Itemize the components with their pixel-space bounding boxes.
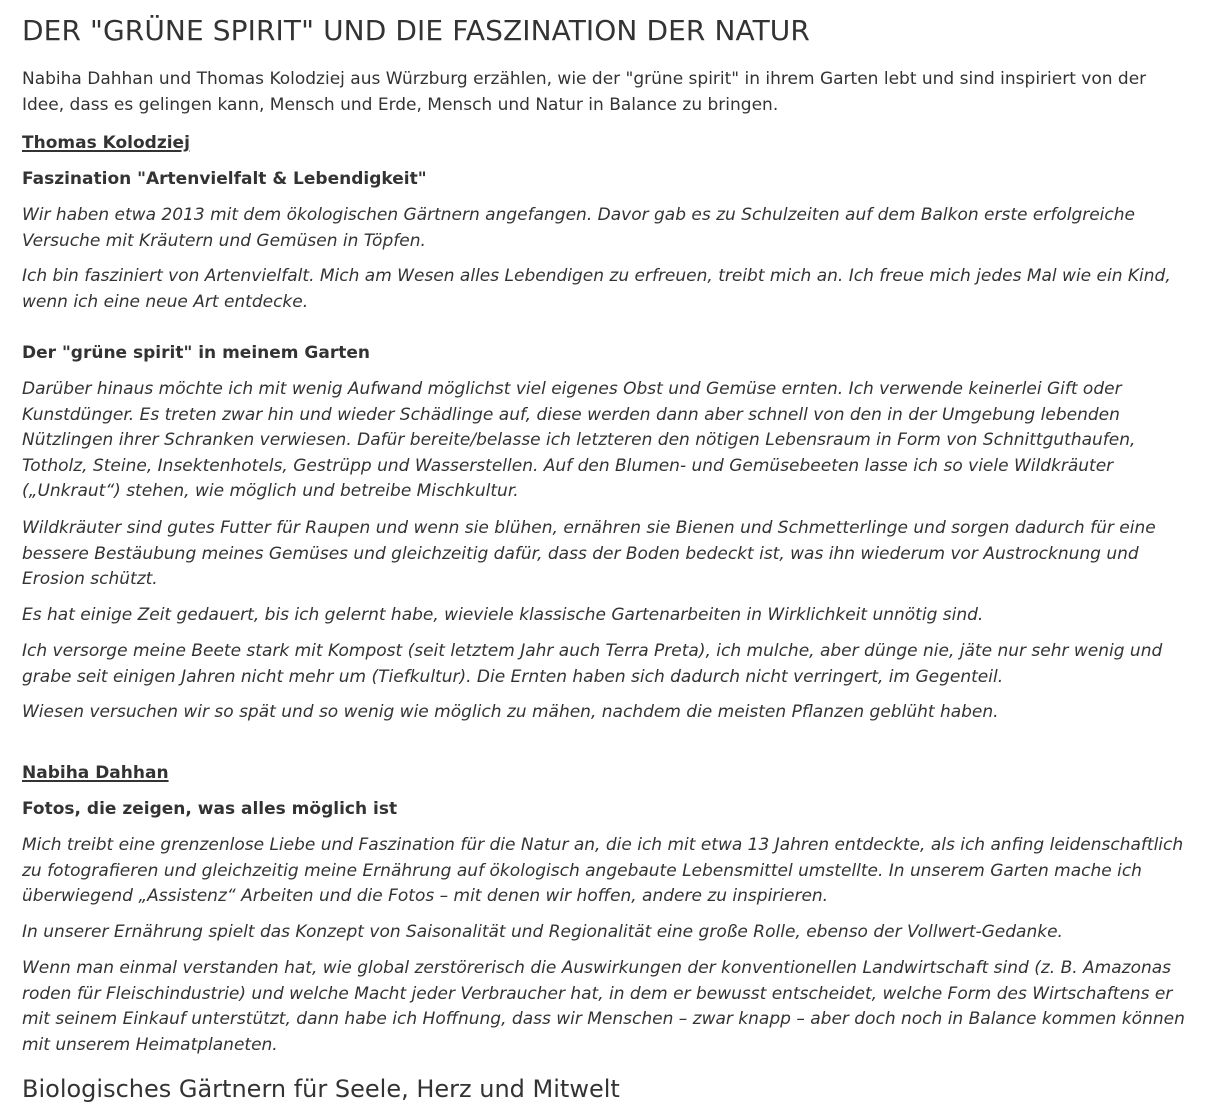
article-title: DER "GRÜNE SPIRIT" UND DIE FASZINATION DER NATUR [22,14,810,47]
thomas-paragraph-1: Wir haben etwa 2013 mit dem ökologischen Gärtnern angefangen. Davor gab es zu Schulzeiten auf dem Balkon erste erfolgreiche Versuche mit Kräutern und Gemüsen in Töpfen. [22,205,1135,251]
thomas-paragraph-4: Wildkräuter sind gutes Futter für Raupen und wenn sie blühen, ernähren sie Bienen und Schmetterlinge und sorgen dadurch für eine bessere Bestäubung meines Gemüses und gleichzeitig dafür, dass der Boden bedeckt ist, was ihn wiederum vor Austrocknung und Erosion schützt. [22,518,1156,589]
thomas-paragraph-3: Darüber hinaus möchte ich mit wenig Aufwand möglichst viel eigenes Obst und Gemüse ernten. Ich verwende keinerlei Gift oder Kunstdünger. Es treten zwar hin und wieder Schädlinge auf, diese werden dann aber schnell von den in der Umgebung lebenden Nützlingen ihrer Schranken verwiesen. Dafür bereite/belasse ich letzteren den nötigen Lebensraum in Form von Schnittguthaufen, Totholz, Steine, Insektenhotels, Gestrüpp und Wasserstellen. Auf den Blumen- und Gemüsebeeten lasse ich so viele Wildkräuter („Unkraut“) stehen, wie möglich und betreibe Mischkultur. [22,379,1136,501]
subheading-gruene-spirit: Der "grüne spirit" in meinem Garten [22,343,370,363]
thomas-paragraph-2: Ich bin fasziniert von Artenvielfalt. Mich am Wesen alles Lebendigen zu erfreuen, treibt mich an. Ich freue mich jedes Mal wie ein Kind, wenn ich eine neue Art entdecke. [22,266,1171,312]
nabiha-paragraph-3: Wenn man einmal verstanden hat, wie global zerstörerisch die Auswirkungen der konventionellen Landwirtschaft sind (z. B. Amazonas roden für Fleischindustrie) und welche Macht jeder Verbraucher hat, in dem er bewusst entscheidet, welche Form des Wirtschaftens er mit seinem Einkauf unterstützt, dann habe ich Hoffnung, dass wir Menschen – zwar knapp – aber doch noch in Balance kommen können mit unserem Heimatplaneten. [22,958,1185,1055]
author-name-thomas: Thomas Kolodziej [22,133,190,153]
subheading-artenvielfalt: Faszination "Artenvielfalt & Lebendigkeit" [22,169,427,189]
subheading-fotos: Fotos, die zeigen, was alles möglich ist [22,799,398,819]
intro-paragraph: Nabiha Dahhan und Thomas Kolodziej aus Würzburg erzählen, wie der "grüne spirit" in ihrem Garten lebt und sind inspiriert von der Idee, dass es gelingen kann, Mensch und Erde, Mensch und Natur in Balance zu bringen. [22,69,1147,115]
thomas-paragraph-7: Wiesen versuchen wir so spät und so wenig wie möglich zu mähen, nachdem die meisten Pflanzen geblüht haben. [22,702,999,722]
section-title-biologisches-gaertnern: Biologisches Gärtnern für Seele, Herz und Mitwelt [22,1075,620,1103]
thomas-paragraph-5: Es hat einige Zeit gedauert, bis ich gelernt habe, wieviele klassische Gartenarbeiten in Wirklichkeit unnötig sind. [22,605,984,625]
author-name-nabiha: Nabiha Dahhan [22,763,169,783]
nabiha-paragraph-1: Mich treibt eine grenzenlose Liebe und Faszination für die Natur an, die ich mit etwa 13 Jahren entdeckte, als ich anfing leidenschaftlich zu fotografieren und gleichzeitig meine Ernährung auf ökologisch angebaute Lebensmittel umstellte. In unserem Garten mache ich überwiegend „Assistenz“ Arbeiten und die Fotos – mit denen wir hoffen, andere zu inspirieren. [22,835,1184,906]
nabiha-paragraph-2: In unserer Ernährung spielt das Konzept von Saisonalität und Regionalität eine große Rolle, ebenso der Vollwert-Gedanke. [22,922,1063,942]
thomas-paragraph-6: Ich versorge meine Beete stark mit Kompost (seit letztem Jahr auch Terra Preta), ich mulche, aber dünge nie, jäte nur sehr wenig und grabe seit einigen Jahren nicht mehr um (Tiefkultur). Die Ernten haben sich dadurch nicht verringert, im Gegenteil. [22,641,1163,687]
